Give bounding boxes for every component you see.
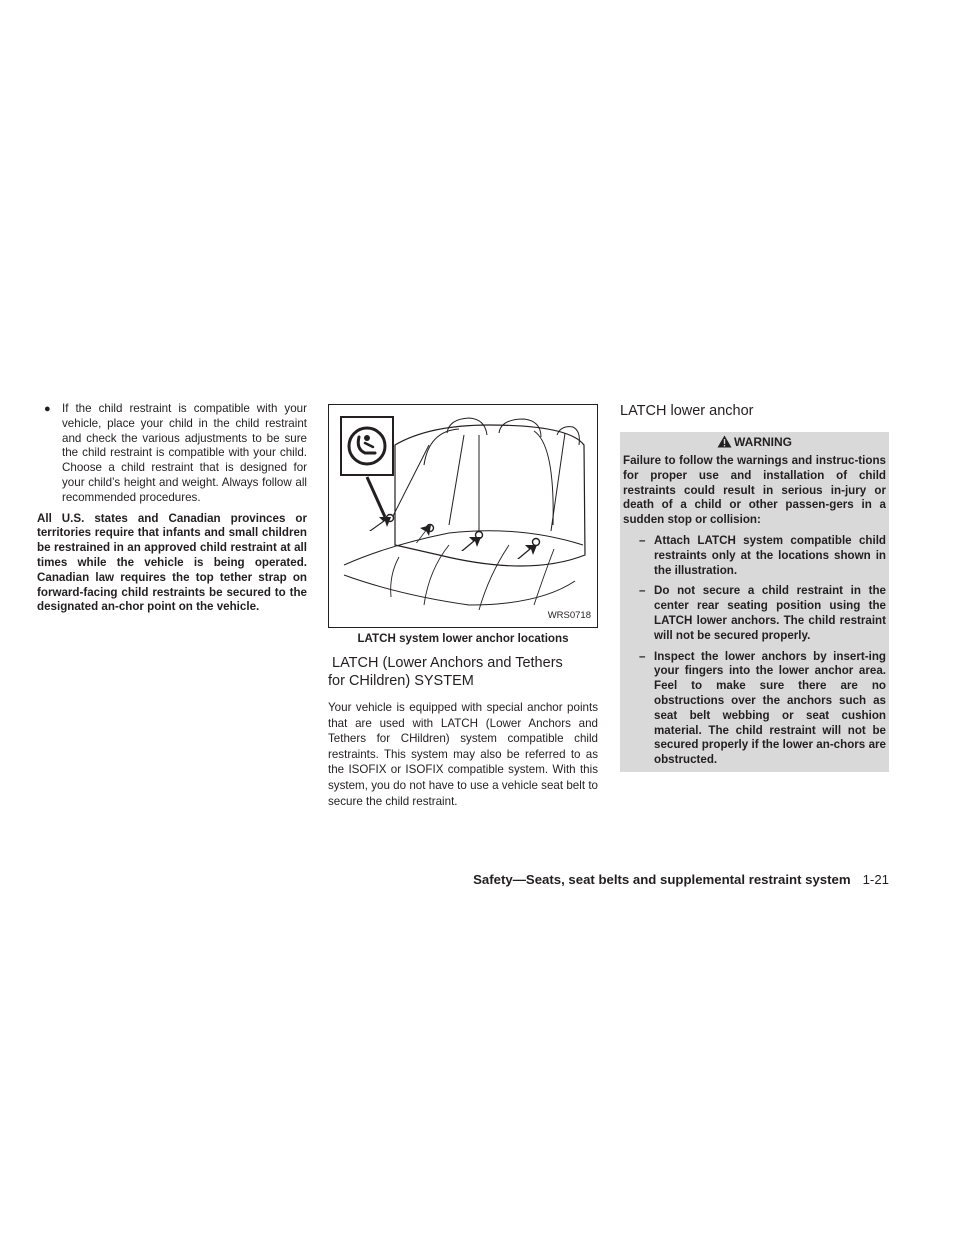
right-column [620, 402, 889, 772]
warning-intro: Failure to follow the warnings and instruc-tions for proper use and installation of child restraints could result in serious in-jury or death of a child or other passen-gers in a sudden stop or collision: [623, 454, 886, 527]
page-footer [473, 872, 889, 887]
warning-item [623, 650, 886, 768]
warning-item [623, 584, 886, 643]
dash-marker: – [639, 533, 646, 547]
bullet-dot-icon: ● [44, 403, 51, 415]
warning-item-text: Do not secure a child restraint in the center rear seating position using the LATCH lower anchors. The child restraint will not be secured properly. [654, 584, 886, 642]
heading-line-2: for CHildren) SYSTEM [328, 673, 474, 689]
dash-marker: – [639, 584, 646, 598]
figure-code: WRS0718 [547, 610, 591, 621]
warning-item [623, 534, 886, 578]
section-title: Safety—Seats, seat belts and supplemental restraint system [473, 872, 851, 887]
warning-label: WARNING [734, 435, 792, 449]
warning-triangle-icon [717, 435, 732, 448]
latch-figure [328, 404, 598, 628]
heading-line-1: LATCH (Lower Anchors and Tethers [332, 655, 563, 671]
dash-marker: – [639, 649, 646, 663]
left-column [37, 402, 307, 615]
latch-system-description: Your vehicle is equipped with special anchor points that are used with LATCH (Lower Anchors and Tethers for CHildren) system compatible child restraints. This system may also be referred to as the ISOFIX or ISOFIX compatible system. With this system, you do not have to use a vehicle seat belt to secure the child restraint. [328, 701, 598, 808]
latch-system-heading [328, 654, 598, 690]
child-seat-icon [349, 428, 385, 464]
latch-lower-anchor-heading: LATCH lower anchor [620, 403, 754, 419]
middle-column [328, 404, 598, 809]
warning-item-text: Inspect the lower anchors by insert-ing your fingers into the lower anchor area. Feel to make sure there are no obstructions over the anchors such as seat belt webbing or seat cushion material. The child restraint will not be secured properly if the lower an-chors are obstructed. [654, 649, 886, 767]
page-number: 1-21 [862, 872, 889, 887]
warning-title [623, 432, 886, 452]
bullet-text: If the child restraint is compatible with your vehicle, place your child in the child restraint and check the various adjustments to be sure the child restraint is compatible with your child. Choose a child restraint that is designed for your child’s height and weight. Always follow all recommended procedures. [62, 402, 307, 504]
warning-box [620, 432, 889, 772]
legal-requirement-paragraph: All U.S. states and Canadian provinces or territories require that infants and small children be restrained in an approved child restraint at all times while the vehicle is being operated. Canadian law requires the top tether strap on forward-facing child restraints be secured to the designated an-chor point on the vehicle. [37, 511, 307, 614]
figure-caption: LATCH system lower anchor locations [357, 632, 569, 645]
bullet-item [37, 402, 307, 506]
rear-seat-illustration [329, 405, 597, 627]
warning-item-text: Attach LATCH system compatible child restraints only at the locations shown in the illustration. [654, 533, 886, 577]
